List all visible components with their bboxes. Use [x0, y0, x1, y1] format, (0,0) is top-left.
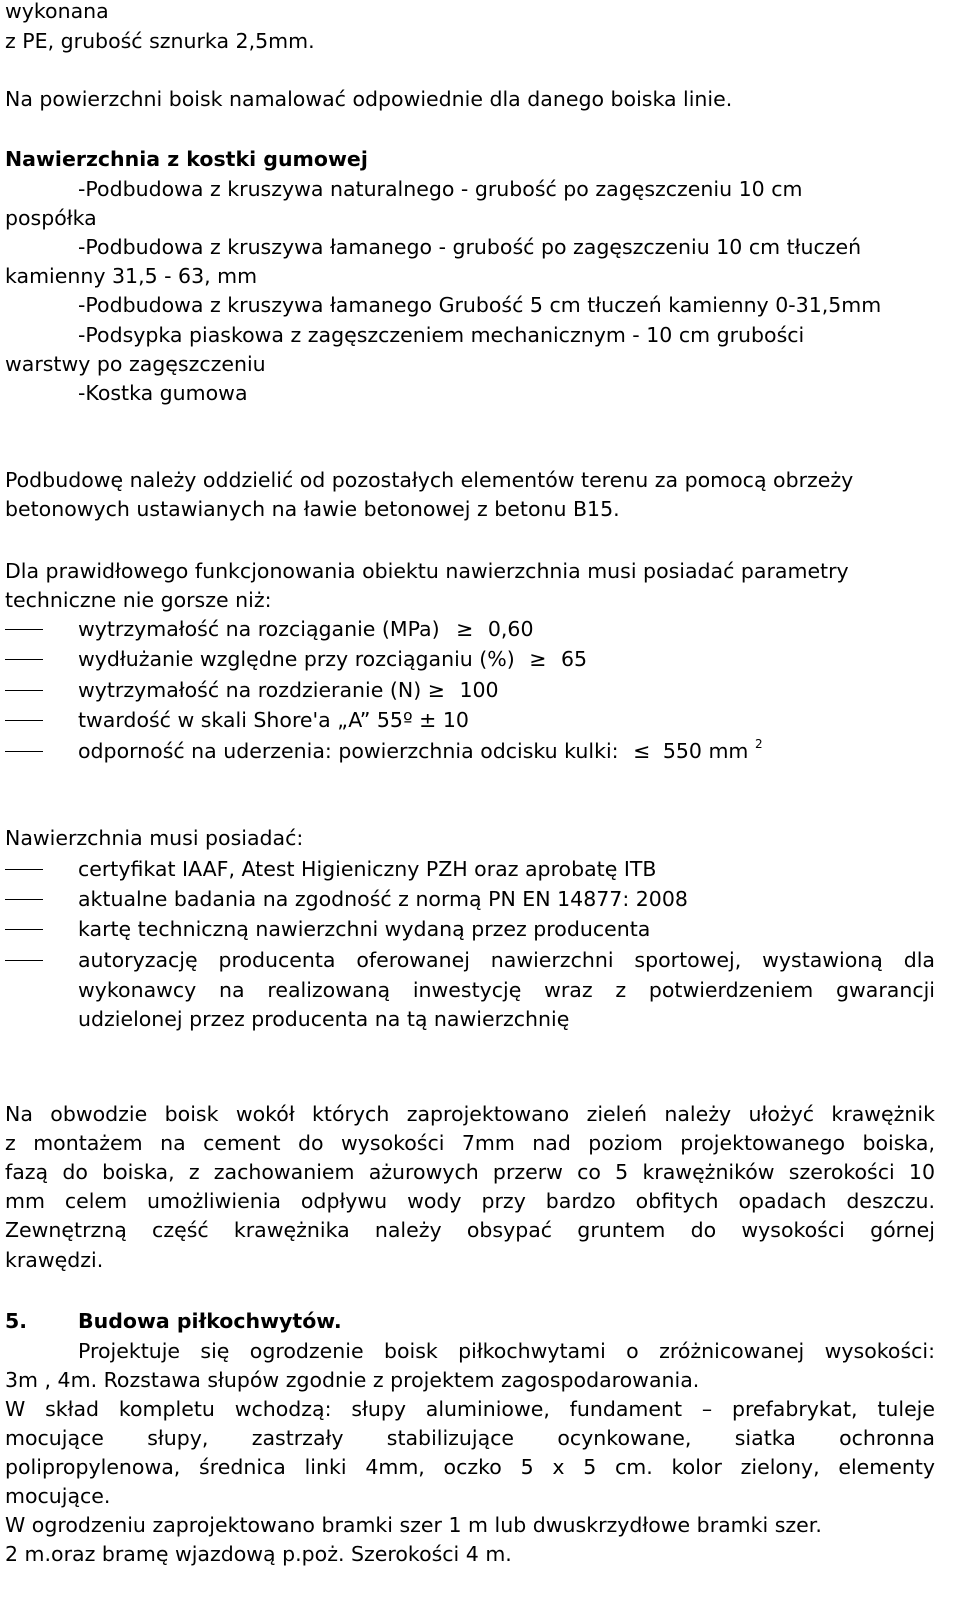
text-line: z PE, grubość sznurka 2,5mm. — [5, 29, 315, 53]
paragraph-line: mocujące. — [5, 1484, 111, 1508]
text-line: betonowych ustawianych na ławie betonowej z betonu B15. — [5, 497, 620, 521]
section-heading: Nawierzchnia z kostki gumowej — [5, 147, 368, 171]
requirement-item-line: wykonawcy na realizowaną inwestycję wraz z potwierdzeniem gwarancji — [78, 978, 935, 1002]
section-heading: Nawierzchnia musi posiadać: — [5, 826, 304, 850]
paragraph-line: W ogrodzeniu zaprojektowano bramki szer 1 m lub dwuskrzydłowe bramki szer. — [5, 1513, 822, 1537]
param-item: wytrzymałość na rozdzieranie (N) ≥ 100 — [78, 678, 499, 702]
paragraph-line: z montażem na cement do wysokości 7mm nad poziom projektowanego boiska, — [5, 1131, 935, 1155]
section-title: Budowa piłkochwytów. — [78, 1309, 342, 1333]
text-line: techniczne nie gorsze niż: — [5, 588, 272, 612]
text-line: -Kostka gumowa — [78, 381, 248, 405]
param-item: twardość w skali Shore'a „A” 55º ± 10 — [78, 708, 469, 732]
dash-bullet — [5, 720, 43, 721]
paragraph-line: Projektuje się ogrodzenie boisk piłkochwytami o zróżnicowanej wysokości: — [78, 1339, 935, 1363]
dash-bullet — [5, 659, 43, 660]
text-line: -Podbudowa z kruszywa naturalnego - grubość po zagęszczeniu 10 cm — [78, 177, 803, 201]
requirement-item: aktualne badania na zgodność z normą PN EN 14877: 2008 — [78, 887, 688, 911]
paragraph-line: 2 m.oraz bramę wjazdową p.poż. Szerokości 4 m. — [5, 1542, 512, 1566]
paragraph-line: Zewnętrzną część krawężnika należy obsypać gruntem do wysokości górnej — [5, 1218, 935, 1242]
paragraph-line: krawędzi. — [5, 1248, 104, 1272]
dash-bullet — [5, 869, 43, 870]
text-line: warstwy po zagęszczeniu — [5, 352, 266, 376]
param-item: wytrzymałość na rozciąganie (MPa) ≥ 0,60 — [78, 617, 534, 641]
paragraph-line: mocujące słupy, zastrzały stabilizujące ocynkowane, siatka ochronna — [5, 1426, 935, 1450]
requirement-item-line: udzielonej przez producenta na tą nawierzchnię — [78, 1007, 570, 1031]
text-line: wykonana — [5, 0, 109, 23]
text-line: kamienny 31,5 - 63, mm — [5, 264, 258, 288]
text-line: -Podbudowa z kruszywa łamanego - grubość po zagęszczeniu 10 cm tłuczeń — [78, 235, 862, 259]
paragraph-line: 3m , 4m. Rozstawa słupów zgodnie z projektem zagospodarowania. — [5, 1368, 700, 1392]
paragraph-line: Na obwodzie boisk wokół których zaprojektowano zieleń należy ułożyć krawężnik — [5, 1102, 935, 1126]
param-item: odporność na uderzenia: powierzchnia odcisku kulki: ≤ 550 mm $^2$ — [78, 737, 763, 763]
paragraph-line: W skład kompletu wchodzą: słupy aluminiowe, fundament – prefabrykat, tuleje — [5, 1397, 935, 1421]
text-line: Podbudowę należy oddzielić od pozostałych elementów terenu za pomocą obrzeży — [5, 468, 854, 492]
requirement-item-line: autoryzację producenta oferowanej nawierzchni sportowej, wystawioną dla — [78, 948, 935, 972]
text-line: -Podsypka piaskowa z zagęszczeniem mechanicznym - 10 cm grubości — [78, 323, 805, 347]
dash-bullet — [5, 751, 43, 752]
dash-bullet — [5, 960, 43, 961]
param-item: wydłużanie względne przy rozciąganiu (%) ≥ 65 — [78, 647, 588, 671]
dash-bullet — [5, 899, 43, 900]
section-number: 5. — [5, 1309, 28, 1333]
text-line: pospółka — [5, 206, 97, 230]
paragraph-line: mm celem umożliwienia odpływu wody przy bardzo obfitych opadach deszczu. — [5, 1189, 935, 1213]
text-line: Dla prawidłowego funkcjonowania obiektu nawierzchnia musi posiadać parametry — [5, 559, 849, 583]
dash-bullet — [5, 629, 43, 630]
requirement-item: kartę techniczną nawierzchni wydaną przez producenta — [78, 917, 651, 941]
text-line: Na powierzchni boisk namalować odpowiednie dla danego boiska linie. — [5, 87, 733, 111]
paragraph-line: fazą do boiska, z zachowaniem ażurowych przerw co 5 krawężników szerokości 10 — [5, 1160, 935, 1184]
requirement-item: certyfikat IAAF, Atest Higieniczny PZH oraz aprobatę ITB — [78, 857, 657, 881]
text-line: -Podbudowa z kruszywa łamanego Grubość 5 cm tłuczeń kamienny 0-31,5mm — [78, 293, 882, 317]
dash-bullet — [5, 690, 43, 691]
dash-bullet — [5, 929, 43, 930]
paragraph-line: polipropylenowa, średnica linki 4mm, oczko 5 x 5 cm. kolor zielony, elementy — [5, 1455, 935, 1479]
